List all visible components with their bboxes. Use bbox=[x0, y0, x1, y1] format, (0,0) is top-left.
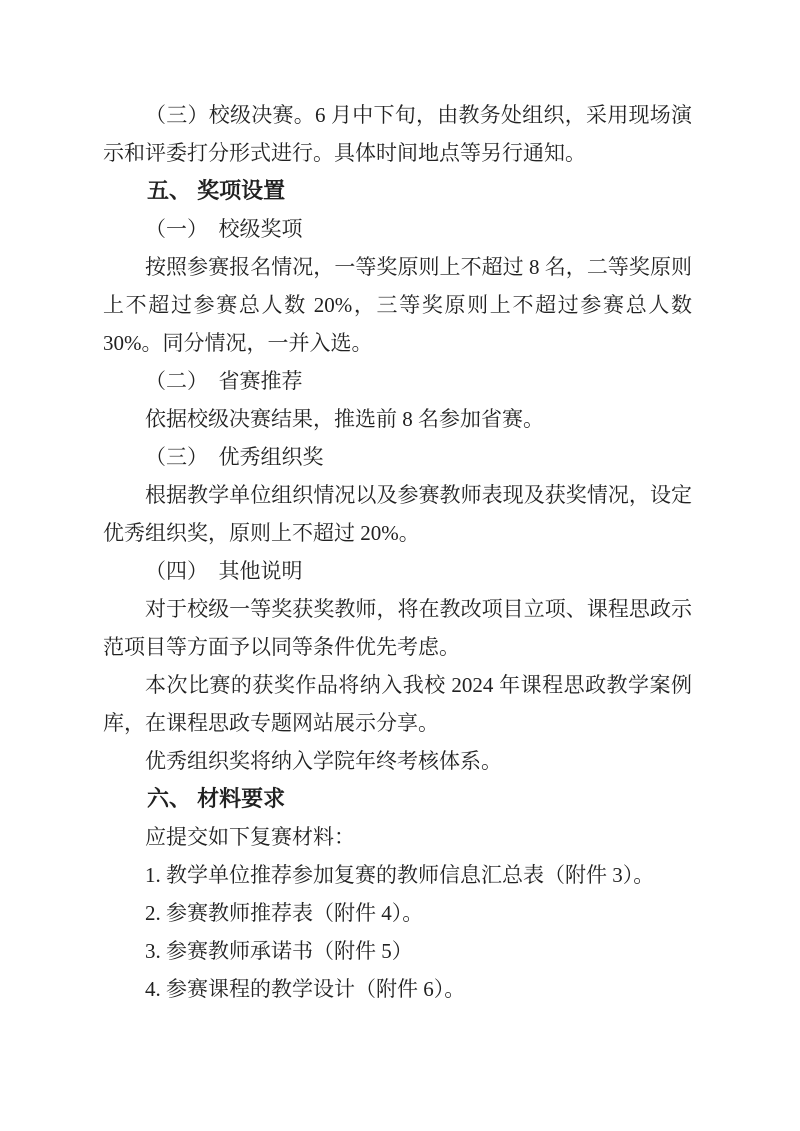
para-annual-assessment: 优秀组织奖将纳入学院年终考核体系。 bbox=[145, 749, 502, 773]
document-content bbox=[103, 96, 692, 1008]
heading-awards-setup: 五、 奖项设置 bbox=[147, 178, 286, 203]
para-school-final-round bbox=[103, 96, 692, 172]
para-case-library: 本次比赛的获奖作品将纳入我校 2024 年课程思政教学案例库，在课程思政专题网站展示分享。 bbox=[103, 673, 692, 735]
para-priority-consideration: 对于校级一等奖获奖教师，将在教改项目立项、课程思政示范项目等方面予以同等条件优先考虑。 bbox=[103, 597, 692, 659]
para-award-quotas: 按照参赛报名情况，一等奖原则上不超过 8 名，二等奖原则上不超过参赛总人数 20%，三等奖原则上不超过参赛总人数 30%。同分情况，一并入选。 bbox=[103, 255, 692, 355]
para-excellent-organization-award: 根据教学单位组织情况以及参赛教师表现及获奖情况，设定优秀组织奖，原则上不超过 20%。 bbox=[103, 483, 692, 545]
list-item-teacher-recommendation-form: 2. 参赛教师推荐表（附件 4）。 bbox=[145, 901, 424, 925]
para-provincial-recommendation: 依据校级决赛结果，推选前 8 名参加省赛。 bbox=[145, 407, 544, 431]
heading-material-requirements: 六、 材料要求 bbox=[147, 786, 286, 811]
para-lead-school-final: （三）校级决赛。 bbox=[145, 103, 315, 127]
list-item-teacher-summary-table: 1. 教学单位推荐参加复赛的教师信息汇总表（附件 3）。 bbox=[145, 863, 655, 887]
para-text-school-final: 6 月中下旬，由教务处组织，采用现场演示和评委打分形式进行。具体时间地点等另行通知。 bbox=[103, 103, 692, 165]
para-materials-intro: 应提交如下复赛材料： bbox=[145, 825, 355, 849]
subheading-excellent-organization-award: （三） 优秀组织奖 bbox=[145, 445, 324, 469]
subheading-provincial-recommendation: （二） 省赛推荐 bbox=[145, 369, 303, 393]
subheading-other-notes: （四） 其他说明 bbox=[145, 559, 303, 583]
list-item-teacher-commitment-letter: 3. 参赛教师承诺书（附件 5） bbox=[145, 939, 413, 963]
list-item-teaching-design: 4. 参赛课程的教学设计（附件 6）。 bbox=[145, 977, 466, 1001]
subheading-school-awards: （一） 校级奖项 bbox=[145, 217, 303, 241]
